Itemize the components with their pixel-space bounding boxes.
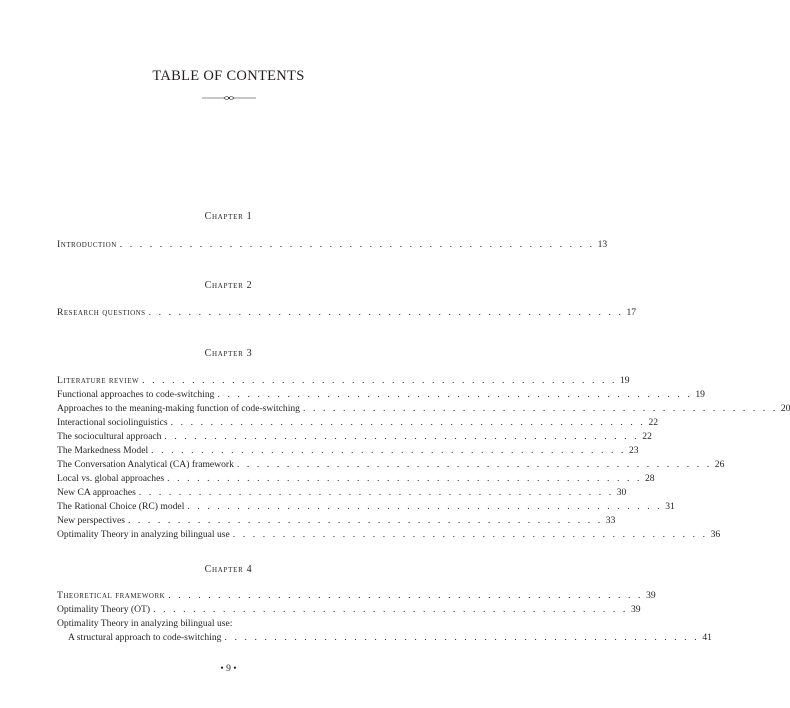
dot-leader: . . . . . . . . . . . . . . . . . . . . . . . . . . . . . . . . . . . . . . . . . . . . . . . . [127, 515, 603, 526]
toc-entry-title: New perspectives [57, 515, 125, 526]
toc-entry-title: Local vs. global approaches [57, 473, 165, 484]
toc-entry-page: 13 [597, 239, 608, 250]
dot-leader: . . . . . . . . . . . . . . . . . . . . . . . . . . . . . . . . . . . . . . . . . . . . . . . . [151, 445, 626, 456]
toc-entry-title: Research questions [57, 307, 146, 318]
toc-entry-page: 36 [710, 529, 721, 540]
toc-entry-page: 41 [702, 632, 712, 643]
toc-entry[interactable] [57, 514, 616, 527]
dot-leader: . . . . . . . . . . . . . . . . . . . . . . . . . . . . . . . . . . . . . . . . . . . . . . . . [224, 632, 700, 643]
toc-entry-title: The sociocultural approach [57, 431, 162, 442]
dot-leader: . . . . . . . . . . . . . . . . . . . . . . . . . . . . . . . . . . . . . . . . . . . . . . . . [187, 501, 663, 512]
dot-leader: . . . . . . . . . . . . . . . . . . . . . . . . . . . . . . . . . . . . . . . . . . . . . . . . [217, 389, 693, 400]
toc-entry-title: Approaches to the meaning-making function of code-switching [57, 403, 300, 414]
toc-entry[interactable] [57, 306, 637, 319]
toc-entry-title: Optimality Theory in analyzing bilingual use [57, 529, 230, 540]
toc-entry-title: The Markedness Model [57, 445, 149, 456]
dot-leader: . . . . . . . . . . . . . . . . . . . . . . . . . . . . . . . . . . . . . . . . . . . . . . . . [170, 417, 646, 428]
toc-entry-title: Interactional sociolinguistics [57, 417, 168, 428]
toc-entry-page: 31 [665, 501, 675, 512]
dot-leader: . . . . . . . . . . . . . . . . . . . . . . . . . . . . . . . . . . . . . . . . . . . . . . . . [148, 307, 624, 318]
toc-entry[interactable] [57, 486, 627, 499]
toc-entry-title: Functional approaches to code-switching [57, 389, 215, 400]
chapter-heading: Chapter 4 [204, 564, 253, 575]
toc-entry-page: 22 [648, 417, 659, 428]
toc-entry[interactable] [57, 416, 659, 429]
toc-entry[interactable] [68, 631, 712, 644]
toc-entry-title: The Rational Choice (RC) model [57, 501, 185, 512]
dot-leader: . . . . . . . . . . . . . . . . . . . . . . . . . . . . . . . . . . . . . . . . . . . . . . . . [164, 431, 640, 442]
toc-entry-page: 22 [642, 431, 652, 442]
chapter-heading: Chapter 1 [204, 211, 253, 222]
toc-entry-page: 39 [646, 590, 656, 601]
toc-entry-page: 28 [644, 473, 655, 484]
dot-leader: . . . . . . . . . . . . . . . . . . . . . . . . . . . . . . . . . . . . . . . . . . . . . . . . [232, 529, 708, 540]
toc-entry-title: Theoretical framework [57, 590, 166, 601]
dot-leader: . . . . . . . . . . . . . . . . . . . . . . . . . . . . . . . . . . . . . . . . . . . . . . . . [302, 403, 778, 414]
page-number: • 9 • [220, 663, 237, 674]
toc-entry[interactable] [57, 458, 725, 471]
toc-entry-page: 20 [780, 403, 790, 414]
ornament-divider-icon [202, 94, 256, 102]
toc-entry-page: 17 [626, 307, 637, 318]
chapter-heading: Chapter 3 [204, 348, 253, 359]
toc-entry-title: New CA approaches [57, 487, 136, 498]
toc-entry-page: 23 [628, 445, 639, 456]
toc-entry-page: 26 [714, 459, 725, 470]
toc-entry[interactable] [57, 528, 721, 541]
toc-entry[interactable] [57, 374, 630, 387]
toc-entry[interactable] [57, 472, 655, 485]
dot-leader: . . . . . . . . . . . . . . . . . . . . . . . . . . . . . . . . . . . . . . . . . . . . . . . . [119, 239, 595, 250]
dot-leader: . . . . . . . . . . . . . . . . . . . . . . . . . . . . . . . . . . . . . . . . . . . . . . . . [236, 459, 712, 470]
toc-entry[interactable] [57, 388, 705, 401]
toc-entry[interactable] [57, 589, 656, 602]
dot-leader: . . . . . . . . . . . . . . . . . . . . . . . . . . . . . . . . . . . . . . . . . . . . . . . . [142, 375, 617, 386]
toc-entry[interactable] [57, 238, 608, 251]
toc-entry-page: 19 [619, 375, 630, 386]
toc-title: TABLE OF CONTENTS [152, 68, 305, 84]
toc-entry-title[interactable]: Optimality Theory in analyzing bilingual use: [57, 618, 233, 629]
toc-entry-title: Optimality Theory (OT) [57, 604, 151, 615]
toc-entry-title: Literature review [57, 375, 140, 386]
toc-entry-title: A structural approach to code-switching [68, 632, 222, 643]
toc-entry-title: The Conversation Analytical (CA) framework [57, 459, 234, 470]
dot-leader: . . . . . . . . . . . . . . . . . . . . . . . . . . . . . . . . . . . . . . . . . . . . . . . . [167, 473, 642, 484]
dot-leader: . . . . . . . . . . . . . . . . . . . . . . . . . . . . . . . . . . . . . . . . . . . . . . . . [138, 487, 614, 498]
toc-entry[interactable] [57, 500, 675, 513]
toc-entry[interactable] [57, 603, 641, 616]
chapter-heading: Chapter 2 [204, 280, 253, 291]
dot-leader: . . . . . . . . . . . . . . . . . . . . . . . . . . . . . . . . . . . . . . . . . . . . . . . . [153, 604, 628, 615]
toc-entry-page: 30 [616, 487, 627, 498]
toc-entry-page: 33 [605, 515, 616, 526]
toc-entry-page: 19 [695, 389, 705, 400]
toc-entry[interactable] [57, 444, 639, 457]
dot-leader: . . . . . . . . . . . . . . . . . . . . . . . . . . . . . . . . . . . . . . . . . . . . . . . . [168, 590, 644, 601]
toc-entry[interactable] [57, 402, 790, 415]
toc-entry-title: Introduction [57, 239, 117, 250]
toc-entry[interactable] [57, 430, 652, 443]
toc-entry-page: 39 [630, 604, 641, 615]
